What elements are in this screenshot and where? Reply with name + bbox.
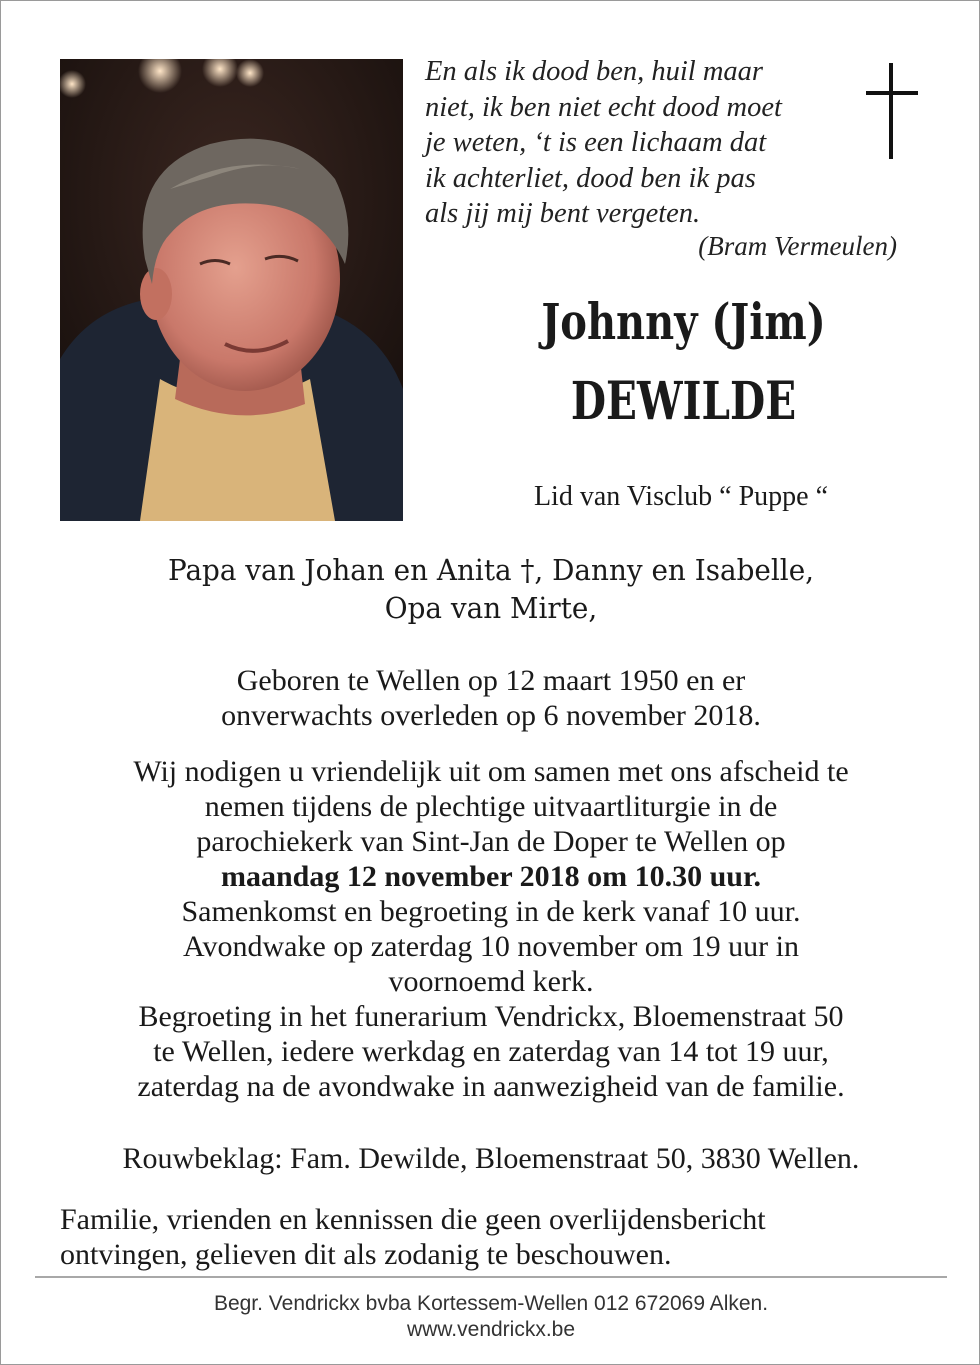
poem: [425, 54, 845, 232]
poem-line: niet, ik ben niet echt dood moet: [425, 91, 782, 123]
footer-company: Begr. Vendrickx bvba Kortessem-Wellen 012 672069 Alken.: [213, 1292, 769, 1315]
birth-line: Geboren te Wellen op 12 maart 1950 en er: [236, 664, 746, 697]
invitation-line: te Wellen, iedere werkdag en zaterdag van 14 tot 19 uur,: [153, 1035, 829, 1068]
condolence-line: Rouwbeklag: Fam. Dewilde, Bloemenstraat 50, 3830 Wellen.: [122, 1142, 860, 1175]
deceased-last-name: DEWILDE: [570, 371, 797, 432]
invitation-line: Begroeting in het funerarium Vendrickx, Bloemenstraat 50: [138, 1000, 844, 1033]
birth-death-block: [21, 663, 961, 733]
footer: [91, 1291, 891, 1343]
footer-website[interactable]: www.vendrickx.be: [406, 1318, 576, 1341]
poem-line: als jij mij bent vergeten.: [425, 198, 701, 229]
invitation-line: parochiekerk van Sint-Jan de Doper te Wellen op: [196, 825, 786, 858]
notice-line: Familie, vrienden en kennissen die geen overlijdensbericht: [60, 1203, 766, 1236]
deceased-first-name: Johnny (Jim): [541, 292, 826, 351]
membership-text: Lid van Visclub “ Puppe “: [533, 481, 829, 512]
family-line: Opa van Mirte,: [384, 591, 598, 625]
family-block: [49, 551, 932, 627]
cross-icon: [861, 63, 923, 159]
invitation-line: nemen tijdens de plechtige uitvaartliturgie in de: [204, 790, 778, 823]
invitation-line: Wij nodigen u vriendelijk uit om samen met ons afscheid te: [133, 755, 849, 788]
invitation-line: voornoemd kerk.: [388, 965, 594, 998]
invitation-block: [21, 754, 961, 1104]
poem-author: (Bram Vermeulen): [698, 231, 897, 261]
poem-line: je weten, ‘t is een lichaam dat: [425, 127, 767, 158]
invitation-line: Samenkomst en begroeting in de kerk vanaf 10 uur.: [181, 895, 801, 928]
footer-divider: [35, 1276, 947, 1278]
family-line: Papa van Johan en Anita †, Danny en Isabelle,: [167, 553, 815, 587]
notice-line: ontvingen, gelieven dit als zodanig te beschouwen.: [60, 1238, 672, 1271]
portrait-photo: [60, 59, 403, 521]
invitation-line: zaterdag na de avondwake in aanwezigheid van de familie.: [137, 1070, 845, 1103]
invitation-line: Avondwake op zaterdag 10 november om 19 uur in: [183, 930, 799, 963]
birth-line: onverwachts overleden op 6 november 2018.: [221, 699, 761, 732]
funeral-date: maandag 12 november 2018 om 10.30 uur.: [220, 860, 762, 893]
poem-line: ik achterliet, dood ben ik pas: [425, 162, 756, 194]
poem-line: En als ik dood ben, huil maar: [425, 56, 764, 87]
condolence-address: [21, 1141, 961, 1176]
notice-block: [60, 1202, 940, 1272]
